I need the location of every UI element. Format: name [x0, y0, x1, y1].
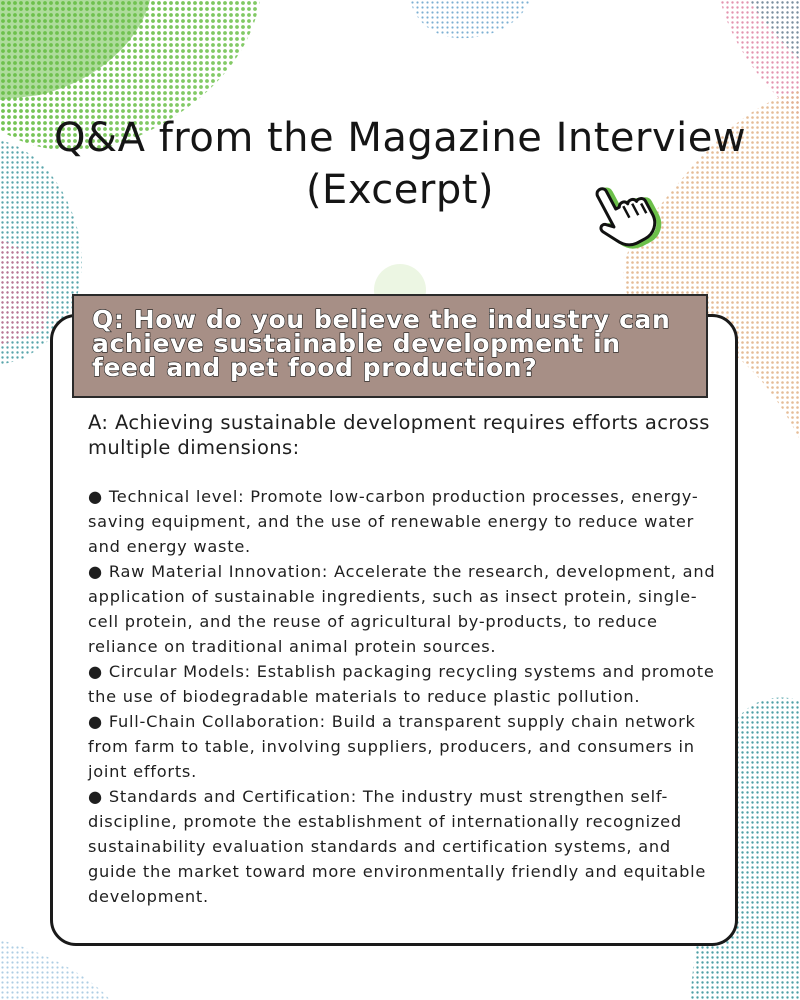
list-item — [88, 659, 716, 709]
answer-points-list — [88, 484, 716, 909]
bullet-icon: ● — [88, 562, 103, 581]
list-item — [88, 484, 716, 559]
page-title-line-2: (Excerpt) — [305, 167, 495, 213]
list-item-text: Circular Models: Establish packaging recycling systems and promote the use of biodegradable materials to reduce plastic pollution. — [88, 662, 715, 706]
list-item — [88, 784, 716, 909]
list-item — [88, 559, 716, 659]
bullet-icon: ● — [88, 712, 103, 731]
list-item-text: Raw Material Innovation: Accelerate the research, development, and application of sustainable ingredients, such as insect protein, single-cell protein, and the reuse of agricultural by-products, to reduce reliance on traditional animal protein sources. — [88, 562, 716, 656]
bullet-icon: ● — [88, 662, 103, 681]
answer-intro: A: Achieving sustainable development requires efforts across multiple dimensions: — [88, 411, 710, 459]
question-box — [72, 294, 708, 398]
page-title — [0, 112, 800, 216]
list-item — [88, 709, 716, 784]
bullet-icon: ● — [88, 787, 103, 806]
question-text: Q: How do you believe the industry can achieve sustainable development in feed and pet food production? — [92, 305, 671, 382]
list-item-text: Technical level: Promote low-carbon production processes, energy-saving equipment, and the use of renewable energy to reduce water and energy waste. — [88, 487, 699, 556]
list-item-text: Full-Chain Collaboration: Build a transparent supply chain network from farm to table, involving suppliers, producers, and consumers in joint efforts. — [88, 712, 696, 781]
list-item-text: Standards and Certification: The industry must strengthen self-discipline, promote the establishment of internationally recognized sustainability evaluation standards and certification systems, and guide the market toward more environmentally friendly and equitable development. — [88, 787, 707, 906]
page-title-line-1: Q&A from the Magazine Interview — [53, 115, 747, 161]
pointing-hand-cursor-icon — [584, 176, 664, 254]
bullet-icon: ● — [88, 487, 103, 506]
